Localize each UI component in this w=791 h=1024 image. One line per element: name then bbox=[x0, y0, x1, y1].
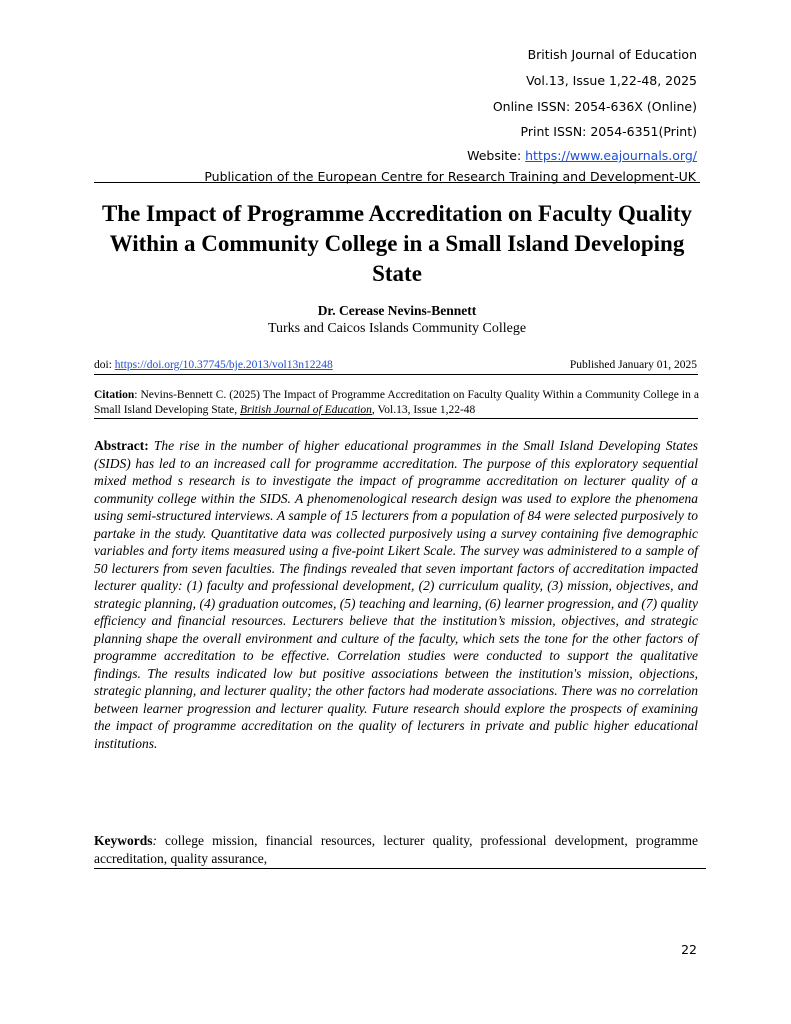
citation bbox=[94, 388, 699, 418]
keywords-label: Keywords bbox=[94, 833, 153, 848]
website-link[interactable]: https://www.eajournals.org/ bbox=[525, 148, 697, 163]
website-line bbox=[467, 148, 697, 164]
keywords-divider bbox=[94, 868, 706, 869]
keywords-colon: : bbox=[152, 833, 157, 848]
abstract-label: Abstract: bbox=[94, 438, 149, 453]
citation-tail: , Vol.13, Issue 1,22-48 bbox=[371, 404, 476, 416]
author-name: Dr. Cerease Nevins-Bennett bbox=[317, 303, 477, 318]
publisher-line: Publication of the European Centre for Research Training and Development-UK bbox=[204, 169, 696, 184]
citation-label: Citation bbox=[94, 389, 135, 401]
website-label: Website: bbox=[467, 148, 526, 163]
citation-journal: British Journal of Education bbox=[239, 404, 372, 416]
citation-divider bbox=[94, 418, 698, 419]
doi-divider bbox=[94, 374, 698, 375]
author-affiliation: Turks and Caicos Islands Community College bbox=[267, 321, 527, 336]
journal-volume: Vol.13, Issue 1,22-48, 2025 bbox=[526, 73, 697, 88]
print-issn: Print ISSN: 2054-6351(Print) bbox=[520, 124, 697, 139]
published-date: Published January 01, 2025 bbox=[569, 359, 697, 371]
abstract-text: The rise in the number of higher educational programmes in the Small Island Developing States (SIDS) has led to an increased call for programme accreditation. The purpose of this exploratory sequential mixed method s research is to investigate the impact of programme accreditation on lecturer quality of a community college within the SIDS. A phenomenological research design was used to explore the phenomena using semi-structured interviews. A sample of 15 lecturers from a population of 84 were selected purposively to partake in the study. Quantitative data was collected purposively using a survey containing five demographic variables and forty items measured using a five-point Likert Scale. The survey was administered to a sample of 50 lecturers from seven faculties. The findings revealed that seven important factors of accreditation impacted lecturer quality: (1) faculty and professional development, (2) curriculum quality, (3) mission, objectives, and strategic planning, (4) graduation outcomes, (5) teaching and learning, (6) learner progression, and (7) quality efficiency and financial resources. Lecturers believe that the institution’s mission, objectives, and strategic planning shape the overall environment and culture of the faculty, which sets the tone for the other factors of programme accreditation to be effective. Correlation studies were conducted to support the qualitative findings. The results indicated low but positive associations between the institution's mission, objections, strategic planning, and lecturer quality; the other factors had moderate associations. There was no correlation between learner progression and lecturer quality. Future research should explore the prospects of examining the impact of programme accreditation on the quality of lecturers in private and public higher educational institutions. bbox=[94, 438, 698, 751]
journal-name: British Journal of Education bbox=[527, 47, 697, 62]
keywords bbox=[94, 832, 698, 867]
citation-text: : Nevins-Bennett C. (2025) The Impact of Programme Accreditation on Faculty Quality Within a Community College in a Small Island Developing State, bbox=[94, 389, 699, 416]
online-issn: Online ISSN: 2054-636X (Online) bbox=[492, 99, 697, 114]
page-number: 22 bbox=[681, 942, 697, 957]
doi-label: doi: bbox=[94, 359, 115, 371]
keywords-text: college mission, financial resources, lecturer quality, professional development, programme accreditation, quality assurance, bbox=[94, 833, 698, 866]
doi-line bbox=[94, 358, 333, 372]
doi-link[interactable]: https://doi.org/10.37745/bje.2013/vol13n12248 bbox=[114, 359, 333, 371]
paper-title: The Impact of Programme Accreditation on Faculty Quality Within a Community College in a Small Island Developing State bbox=[101, 201, 693, 286]
abstract bbox=[94, 437, 698, 752]
